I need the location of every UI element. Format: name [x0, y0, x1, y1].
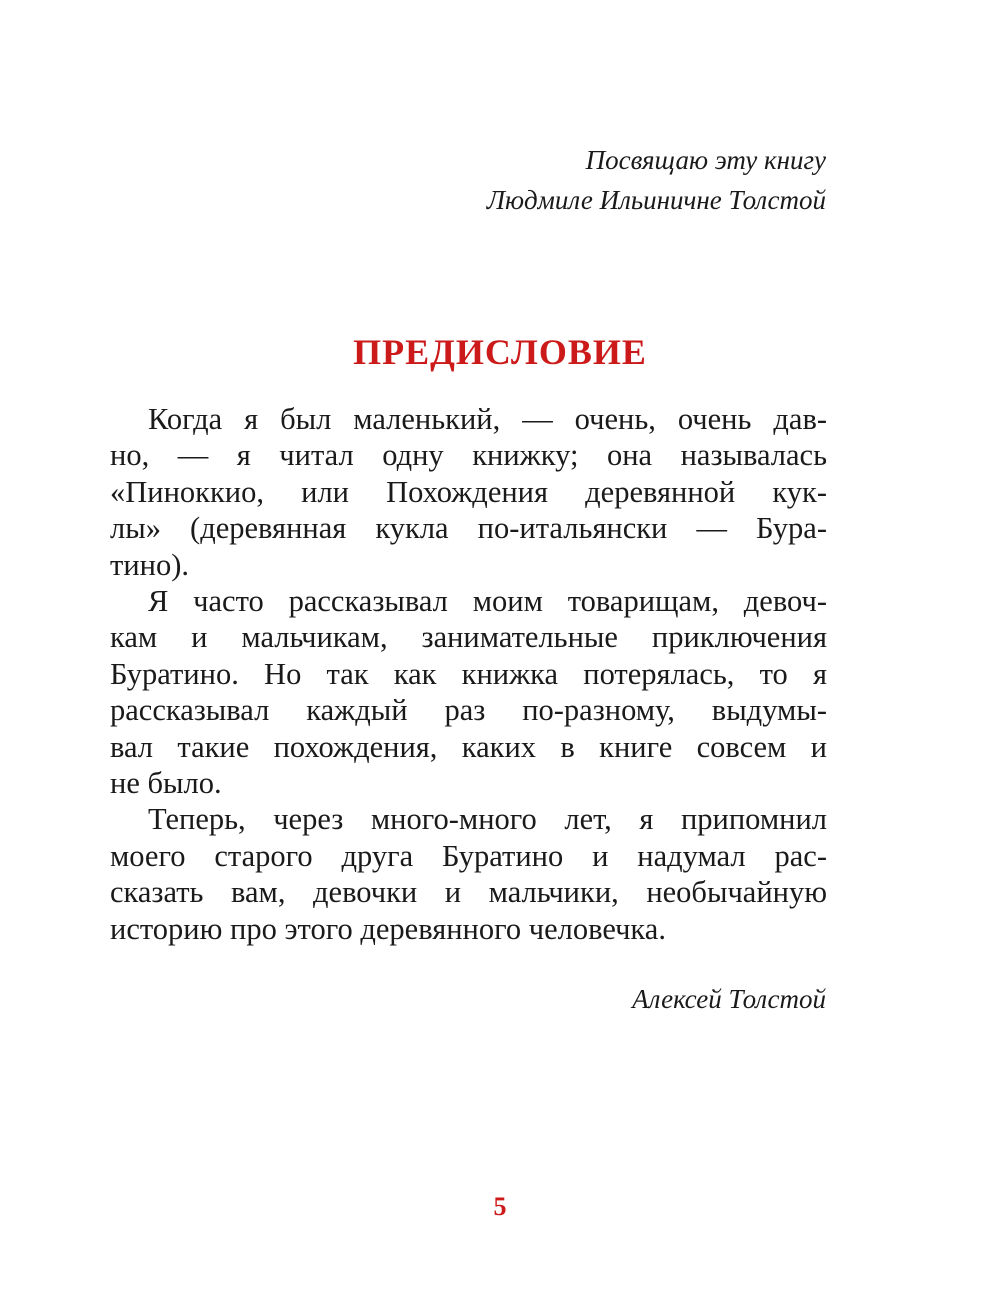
author-signature: Алексей Толстой: [632, 984, 826, 1014]
text-line: «Пиноккио, или Похождения деревянной кук-: [110, 474, 827, 509]
text-line: Я часто рассказывал моим товарищам, девоч-: [148, 584, 827, 619]
text-line: не было.: [110, 766, 222, 801]
dedication-line-1: Посвящаю эту книгу: [585, 145, 826, 175]
text-line: сказать вам, девочки и мальчики, необычайную: [110, 875, 827, 910]
text-line: рассказывал каждый раз по-разному, выдумы-: [110, 693, 827, 728]
text-line: историю про этого деревянного человечка.: [110, 911, 666, 946]
dedication: [487, 140, 826, 220]
text-line: моего старого друга Буратино и надумал рас-: [110, 838, 827, 873]
paragraph-3: [110, 801, 827, 947]
text-line: Когда я был маленький, — очень, очень дав-: [148, 402, 827, 436]
text-line: тино).: [110, 547, 190, 582]
text-line: лы» (деревянная кукла по-итальянски — Бура-: [110, 511, 827, 546]
text-line: но, — я читал одну книжку; она называлась: [110, 438, 827, 473]
dedication-line-2: Людмиле Ильиничне Толстой: [486, 185, 826, 215]
text-line: Буратино. Но так как книжка потерялась, то я: [110, 656, 827, 691]
chapter-heading: ПРЕДИСЛОВИЕ: [353, 332, 647, 372]
text-line: Теперь, через много-много лет, я припомнил: [148, 802, 827, 837]
text-line: кам и мальчикам, занимательные приключения: [110, 620, 827, 655]
paragraph-1: [110, 401, 827, 583]
page-number: 5: [493, 1192, 507, 1221]
paragraph-2: [110, 583, 827, 801]
preface-body: [110, 401, 827, 947]
text-line: вал такие похождения, каких в книге совсем и: [110, 729, 827, 764]
